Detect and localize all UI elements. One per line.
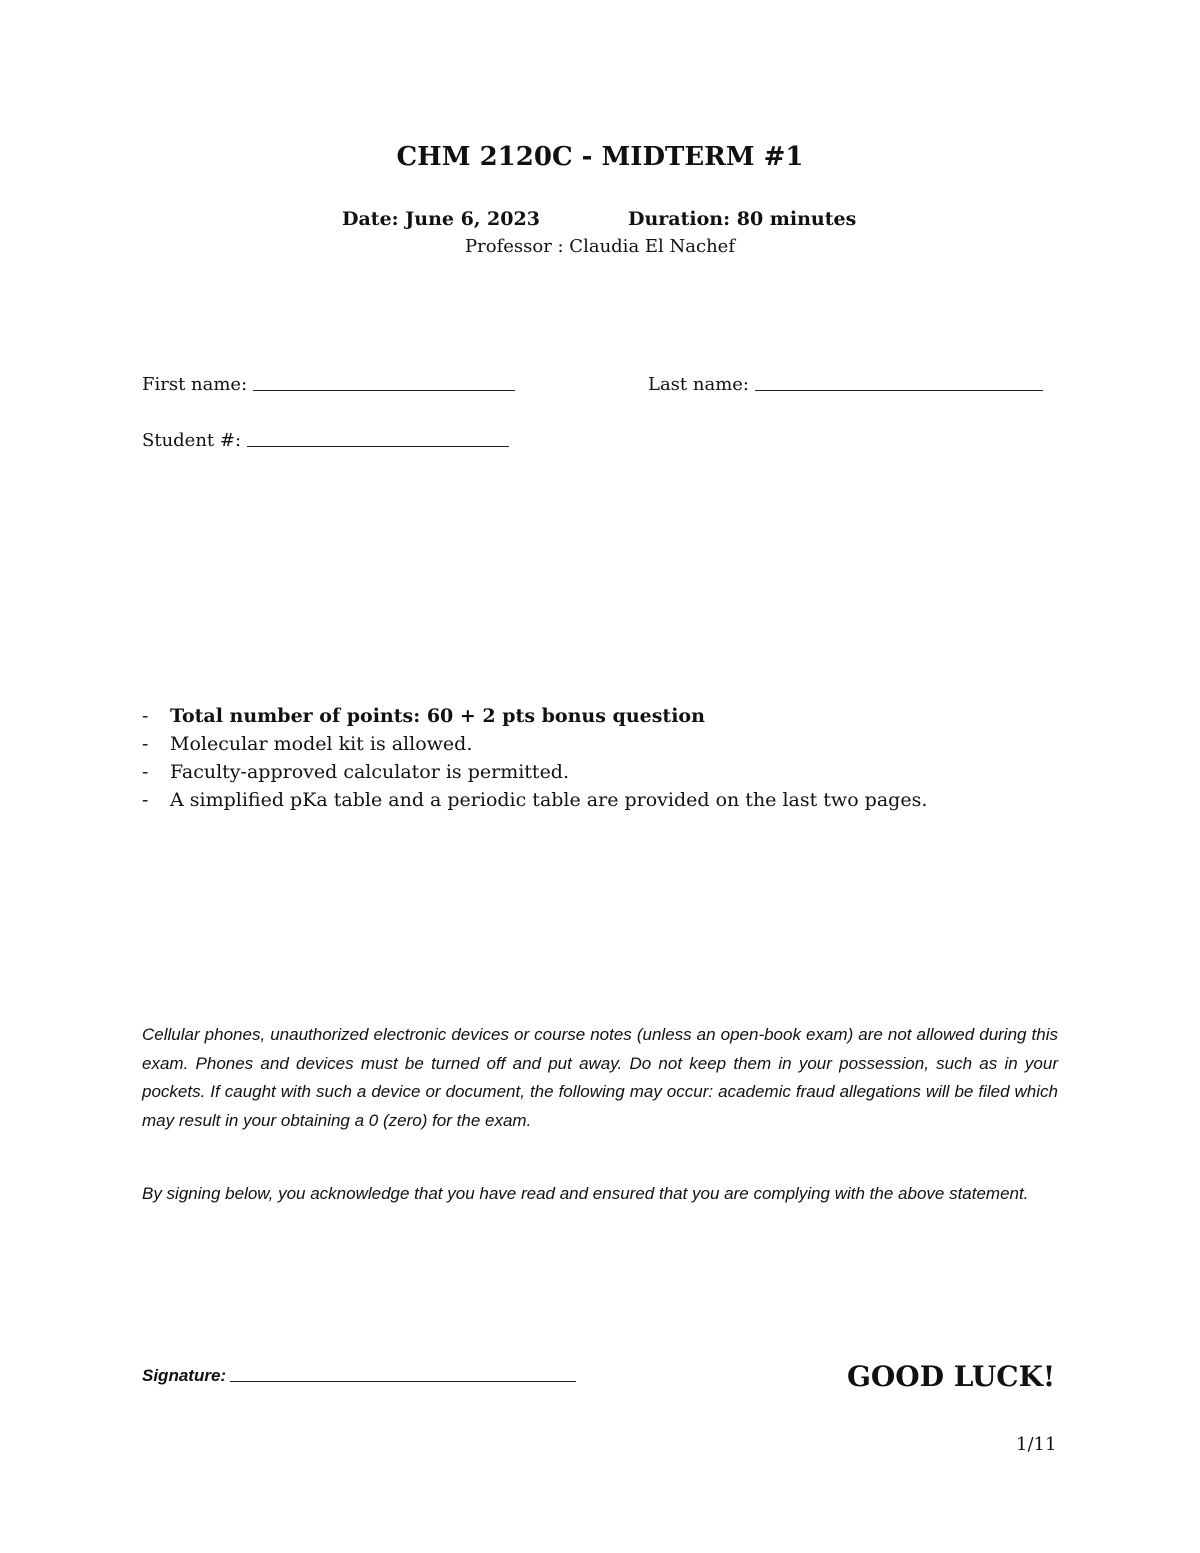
first-name-blank[interactable] [253, 389, 515, 391]
page-number: 1/11 [1016, 1434, 1057, 1455]
exam-duration: Duration: 80 minutes [628, 208, 857, 230]
signature-blank[interactable] [230, 1380, 576, 1382]
list-item [142, 702, 927, 730]
student-number-blank[interactable] [247, 445, 509, 447]
model-kit-text: Molecular model kit is allowed. [170, 733, 473, 755]
tables-provided-text: A simplified pKa table and a periodic table are provided on the last two pages. [170, 789, 928, 811]
bullet-marker: - [142, 733, 149, 755]
bullet-marker: - [142, 789, 149, 811]
list-item [142, 786, 927, 814]
signature-field[interactable] [142, 1366, 576, 1386]
professor-name: Professor : Claudia El Nachef [465, 236, 735, 257]
calculator-text: Faculty-approved calculator is permitted. [170, 761, 570, 783]
list-item [142, 730, 927, 758]
exam-date: Date: June 6, 2023 [342, 208, 540, 230]
last-name-label: Last name: [648, 374, 749, 395]
good-luck-text: GOOD LUCK! [847, 1360, 1056, 1393]
device-policy-notice: Cellular phones, unauthorized electronic devices or course notes (unless an open-book exam) are not allowed during this exam. Phones and devices must be turned off and put away. Do not keep them in your possession, such as in your pockets. If caught with such a device or document, the following may occur: academic fraud allegations will be filed which may result in your obtaining a 0 (zero) for the exam. [142, 1025, 1058, 1130]
last-name-blank[interactable] [755, 389, 1043, 391]
first-name-label: First name: [142, 374, 248, 395]
bullet-marker: - [142, 761, 149, 783]
acknowledgement-statement: By signing below, you acknowledge that you have read and ensured that you are complying with the above statement. [142, 1184, 1029, 1203]
exam-title: CHM 2120C - MIDTERM #1 [396, 142, 804, 172]
student-number-label: Student #: [142, 430, 242, 451]
list-item [142, 758, 927, 786]
student-number-field[interactable] [142, 430, 509, 451]
first-name-field[interactable] [142, 374, 515, 395]
last-name-field[interactable] [648, 374, 1043, 395]
total-points-text: Total number of points: 60 + 2 pts bonus question [170, 705, 705, 727]
signature-label: Signature: [142, 1366, 227, 1385]
bullet-marker: - [142, 705, 149, 727]
instruction-list [142, 702, 927, 814]
